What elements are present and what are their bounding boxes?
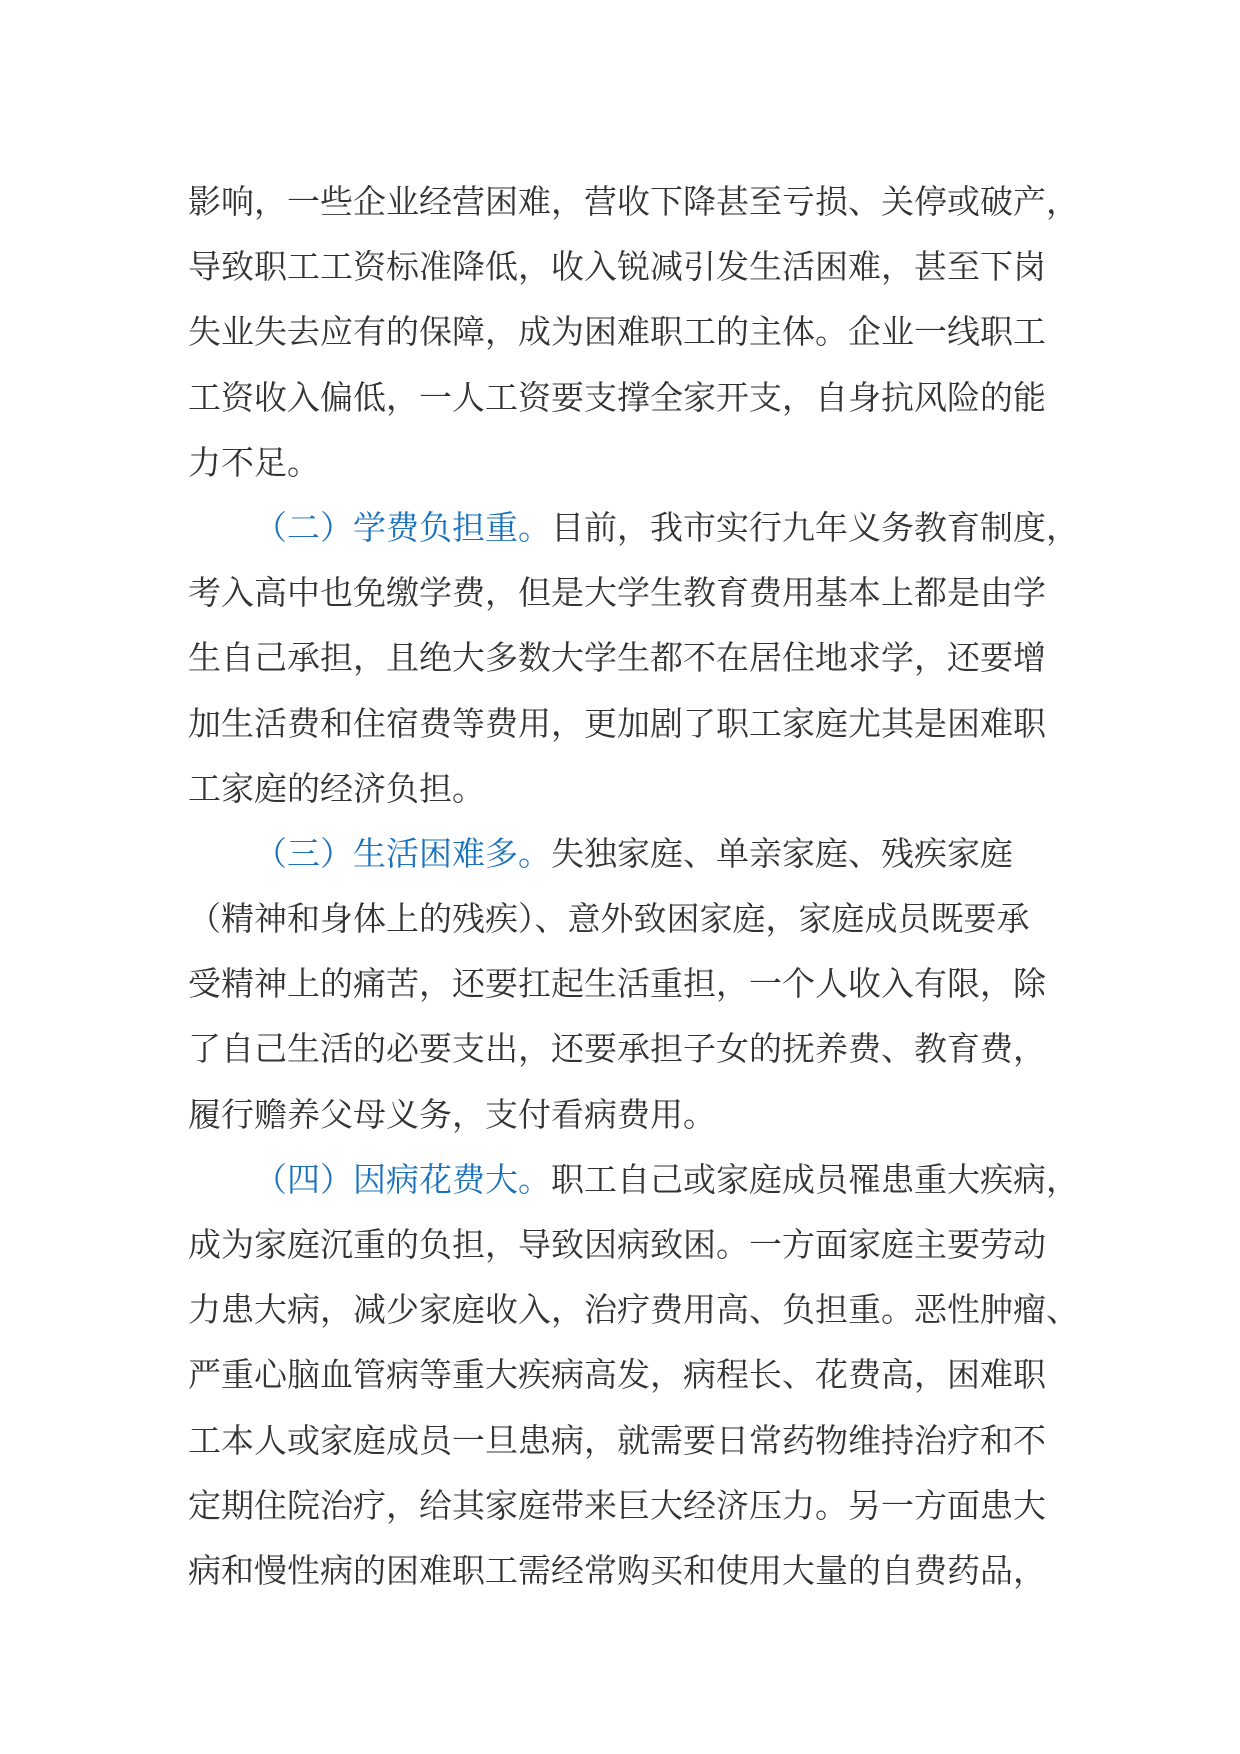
line-text: 成为家庭沉重的负担，导致因病致困。一方面家庭主要劳动 — [188, 1225, 1046, 1264]
line-text: 病和慢性病的困难职工需经常购买和使用大量的自费药品， — [188, 1550, 1046, 1590]
section-heading: （三）生活困难多。 — [254, 833, 551, 873]
line-text: 职工自己或家庭成员罹患重大疾病， — [551, 1159, 1079, 1199]
text-line — [188, 691, 1068, 756]
section-heading-line — [188, 1147, 1079, 1212]
line-text: 履行赡养父母义务，支付看病费用。 — [188, 1094, 716, 1134]
section-heading-line — [188, 495, 1079, 560]
text-line — [188, 756, 1068, 821]
text-line — [188, 1082, 1068, 1147]
line-text: 加生活费和住宿费等费用，更加剧了职工家庭尤其是困难职 — [188, 703, 1046, 743]
text-line — [188, 625, 1068, 690]
section-heading: （二）学费负担重。 — [254, 507, 551, 547]
line-text: 导致职工工资标准降低，收入锐减引发生活困难，甚至下岗 — [188, 247, 1046, 287]
line-text: 考入高中也免缴学费，但是大学生教育费用基本上都是由学 — [188, 573, 1046, 613]
text-line — [188, 234, 1068, 299]
line-text: 力患大病，减少家庭收入，治疗费用高、负担重。恶性肿瘤、 — [188, 1290, 1079, 1330]
line-text: 工本人或家庭成员一旦患病，就需要日常药物维持治疗和不 — [188, 1420, 1046, 1460]
line-text: 工家庭的经济负担。 — [188, 768, 485, 808]
text-line — [188, 1212, 1068, 1277]
text-line — [188, 886, 1068, 951]
section-heading-line — [188, 821, 1068, 886]
text-line — [188, 1277, 1079, 1342]
text-line — [188, 1016, 1068, 1081]
line-text: 目前，我市实行九年义务教育制度， — [551, 507, 1079, 547]
section-heading: （四）因病花费大。 — [254, 1159, 551, 1199]
line-text: 严重心脑血管病等重大疾病高发，病程长、花费高，困难职 — [188, 1355, 1046, 1395]
text-line — [188, 365, 1068, 430]
text-line — [188, 1342, 1068, 1407]
line-text: （精神和身体上的残疾）、意外致困家庭，家庭成员既要承 — [188, 899, 1030, 939]
text-line — [188, 299, 1068, 364]
line-text: 了自己生活的必要支出，还要承担子女的抚养费、教育费， — [188, 1029, 1046, 1069]
line-text: 工资收入偏低，一人工资要支撑全家开支，自身抗风险的能 — [188, 377, 1046, 417]
document-body — [188, 169, 1079, 1603]
text-line — [188, 1538, 1068, 1603]
line-text: 力不足。 — [188, 442, 320, 482]
line-text: 失业失去应有的保障，成为困难职工的主体。企业一线职工 — [188, 312, 1046, 352]
text-line — [188, 1408, 1068, 1473]
line-text: 影响，一些企业经营困难，营收下降甚至亏损、关停或破产， — [188, 182, 1079, 221]
text-line — [188, 169, 1079, 234]
line-text: 定期住院治疗，给其家庭带来巨大经济压力。另一方面患大 — [188, 1485, 1046, 1525]
text-line — [188, 951, 1068, 1016]
line-text: 失独家庭、单亲家庭、残疾家庭 — [551, 833, 1013, 873]
text-line — [188, 1473, 1068, 1538]
text-line — [188, 430, 1068, 495]
line-text: 受精神上的痛苦，还要扛起生活重担，一个人收入有限，除 — [188, 964, 1046, 1004]
line-text: 生自己承担，且绝大多数大学生都不在居住地求学，还要增 — [188, 638, 1046, 678]
text-line — [188, 560, 1068, 625]
